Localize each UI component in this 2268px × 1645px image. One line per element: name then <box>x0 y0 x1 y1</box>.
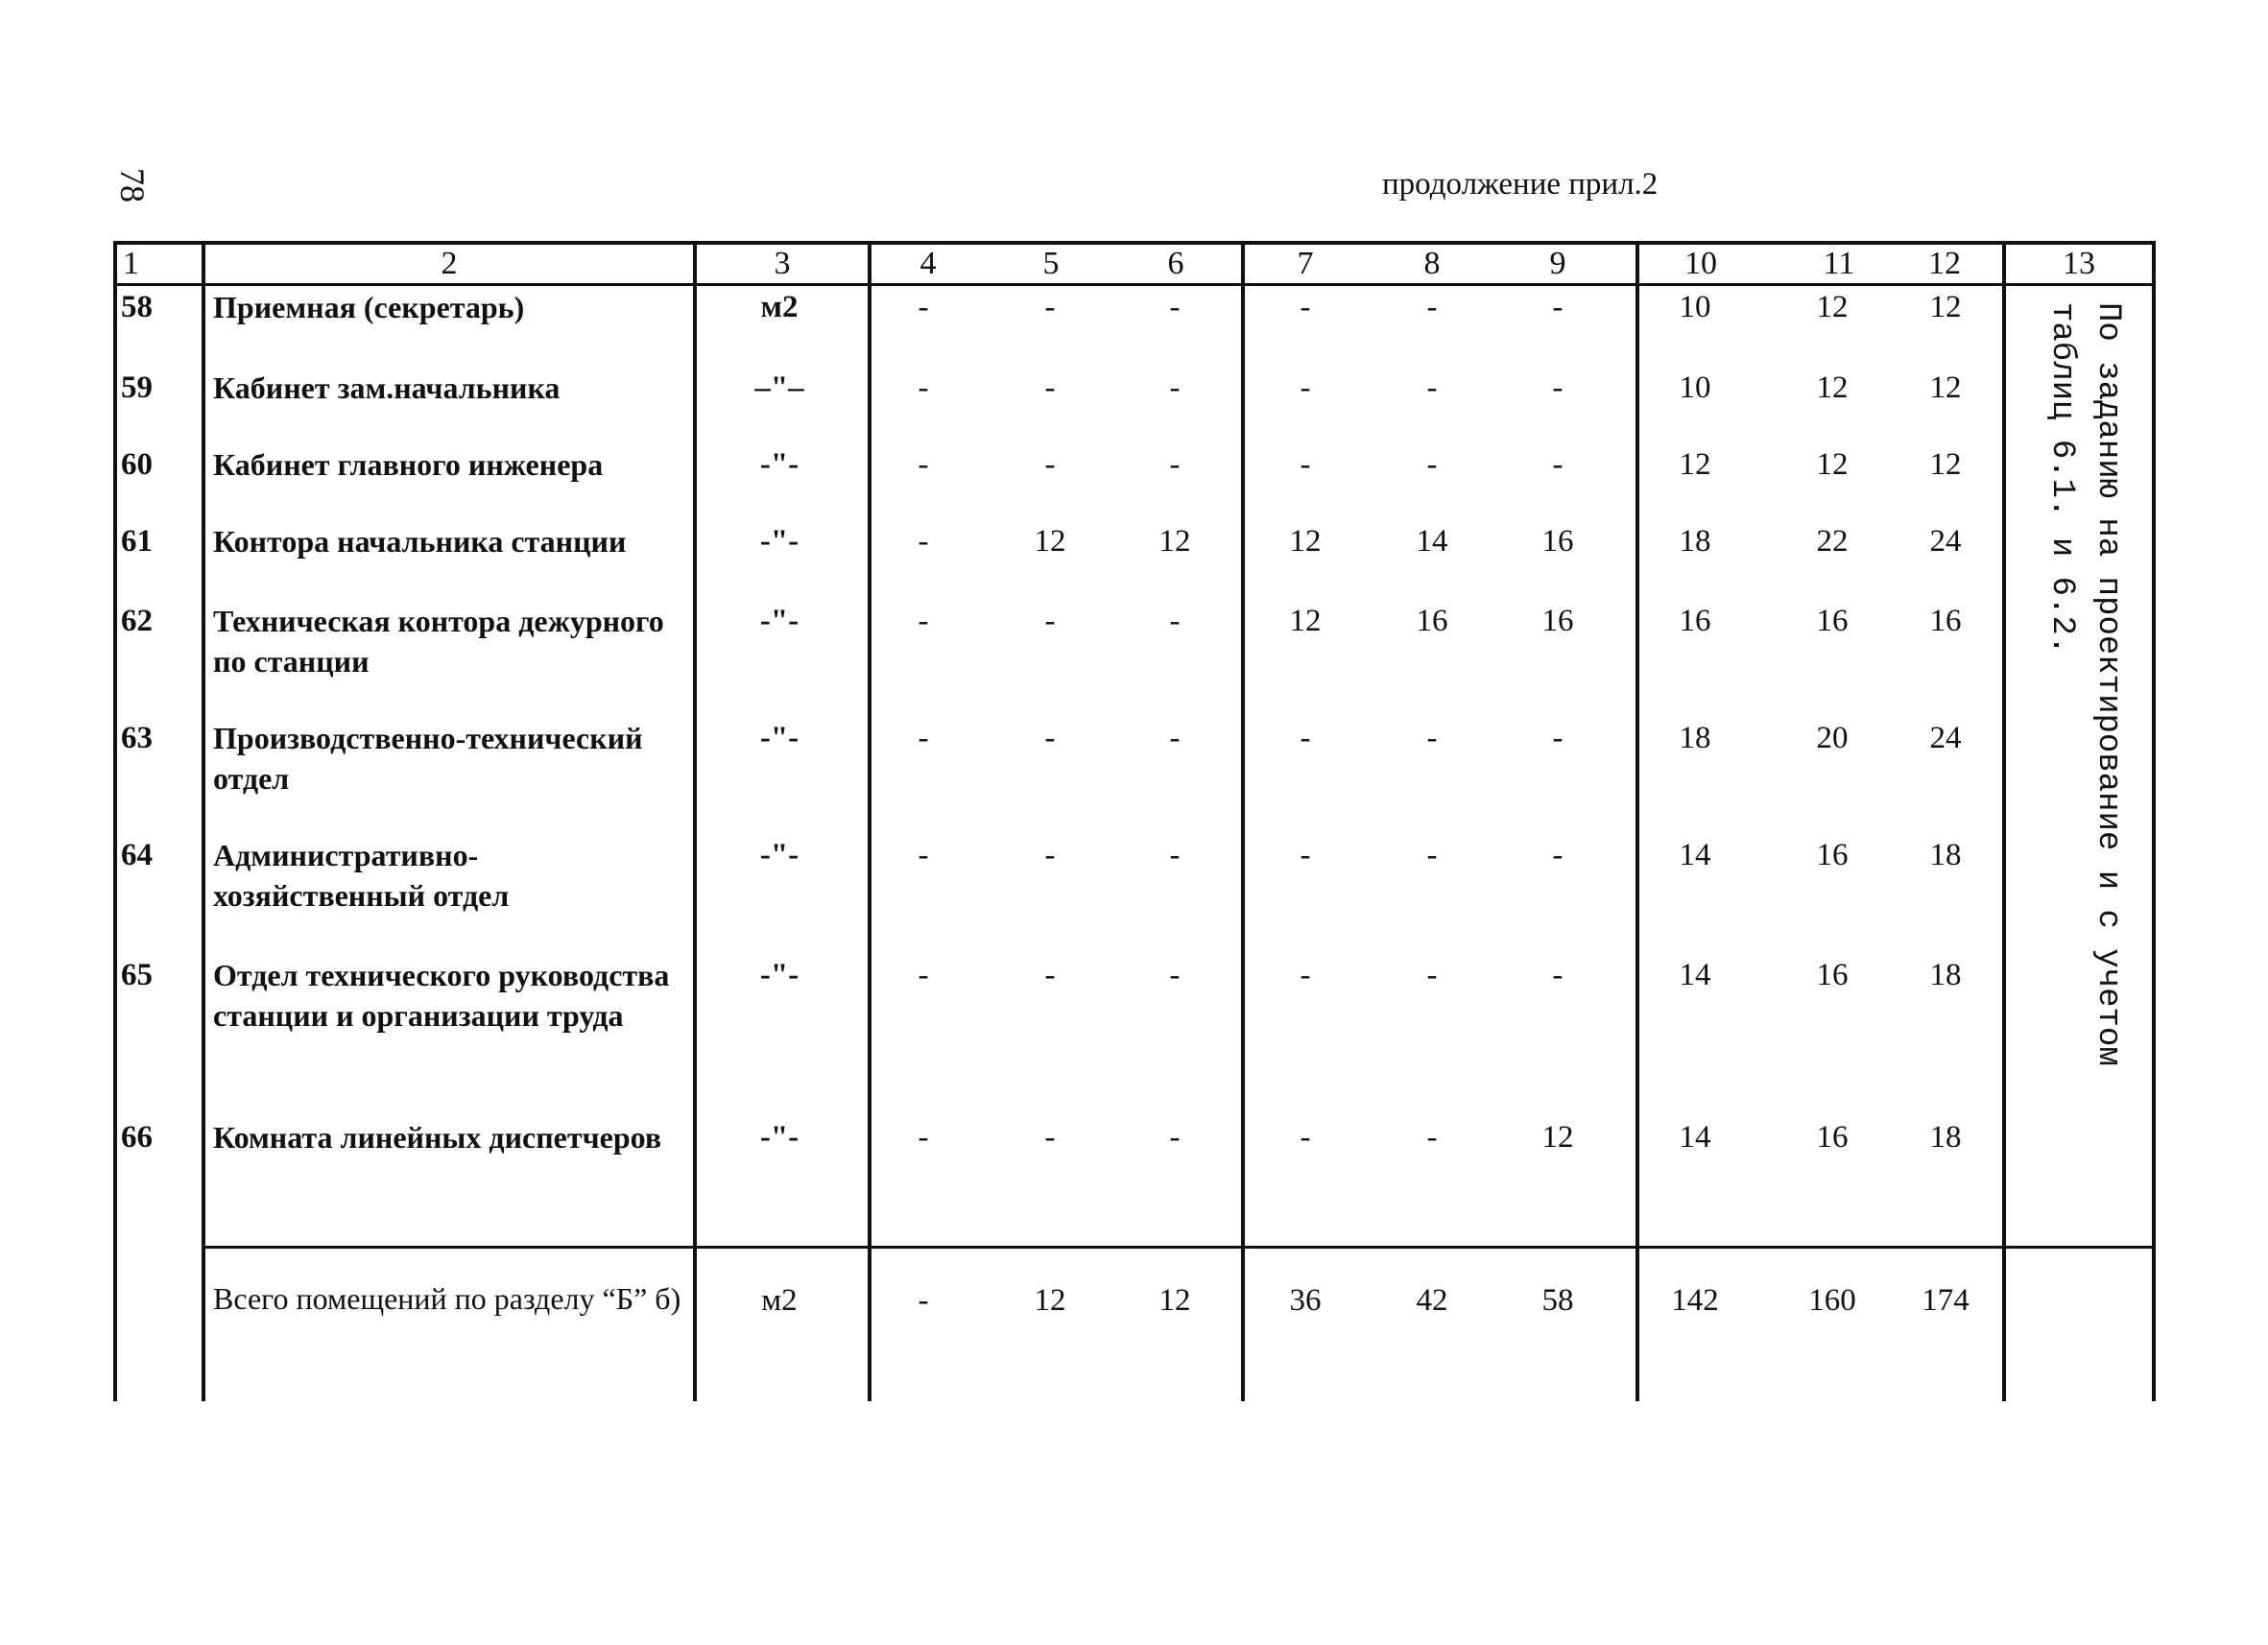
cell-col-5: - <box>1044 1120 1056 1155</box>
row-number: 62 <box>121 604 153 638</box>
header-col-10: 10 <box>1684 246 1717 281</box>
cell-col-7: - <box>1300 1120 1311 1155</box>
cell-col-12: 12 <box>1929 290 1962 324</box>
cell-col-4: - <box>918 958 929 992</box>
cell-col-6: - <box>1169 838 1181 872</box>
cell-col-5: - <box>1044 721 1056 755</box>
header-col-1: 1 <box>123 246 139 281</box>
row-number: 61 <box>121 524 153 559</box>
row-number: 65 <box>121 958 153 992</box>
header-col-7: 7 <box>1297 246 1314 281</box>
cell-col-5: - <box>1044 290 1056 324</box>
cell-col-12: 18 <box>1929 838 1962 872</box>
cell-col-7: 12 <box>1289 604 1322 638</box>
cell-col-7: - <box>1300 838 1311 872</box>
cell-col-6: - <box>1169 604 1181 638</box>
cell-col-9: - <box>1552 721 1564 755</box>
cell-col-11: 12 <box>1816 370 1849 405</box>
cell-col-11: 22 <box>1816 524 1849 559</box>
cell-col-10: 14 <box>1679 1120 1711 1155</box>
cell-col-9: - <box>1552 958 1564 992</box>
cell-col-5: - <box>1044 370 1056 405</box>
cell-col-8: - <box>1426 958 1438 992</box>
cell-col-6: - <box>1169 290 1181 324</box>
cell-col-12: 18 <box>1929 958 1962 992</box>
header-col-8: 8 <box>1423 246 1441 281</box>
cell-col-9: 16 <box>1541 604 1574 638</box>
row-name: Комната линейных диспетчеров <box>213 1120 662 1155</box>
total-col-6: 12 <box>1158 1283 1191 1318</box>
cell-col-10: 18 <box>1679 721 1711 755</box>
cell-col-12: 24 <box>1929 721 1962 755</box>
table-row <box>0 956 1962 1033</box>
header-col-9: 9 <box>1549 246 1566 281</box>
cell-col-12: 18 <box>1929 1120 1962 1155</box>
cell-col-6: - <box>1169 1120 1181 1155</box>
cell-unit: -"- <box>759 604 800 638</box>
total-col-10: 142 <box>1671 1283 1719 1318</box>
cell-col-12: 24 <box>1929 524 1962 559</box>
header-col-5: 5 <box>1042 246 1060 281</box>
total-top-border <box>202 1246 2156 1249</box>
cell-col-4: - <box>918 290 929 324</box>
cell-col-5: - <box>1044 958 1056 992</box>
row-name: Кабинет главного инженера <box>213 447 604 482</box>
cell-unit: -"- <box>759 1120 800 1155</box>
col-border-2-3 <box>693 241 697 1401</box>
row-name: Кабинет зам.начальника <box>213 370 561 405</box>
cell-col-7: - <box>1300 721 1311 755</box>
header-bottom-border <box>113 283 2156 286</box>
cell-col-4: - <box>918 721 929 755</box>
header-col-3: 3 <box>774 246 791 281</box>
cell-unit: м2 <box>760 290 799 324</box>
col-border-6-7 <box>1241 241 1245 1401</box>
cell-col-9: - <box>1552 838 1564 872</box>
cell-col-8: - <box>1426 721 1438 755</box>
column-13-note <box>2006 302 2131 1147</box>
total-col-7: 36 <box>1289 1283 1322 1318</box>
cell-col-9: 16 <box>1541 524 1574 559</box>
cell-col-12: 12 <box>1929 370 1962 405</box>
header-col-6: 6 <box>1167 246 1184 281</box>
cell-unit: -"- <box>759 721 800 755</box>
cell-col-4: - <box>918 838 929 872</box>
cell-col-10: 12 <box>1679 447 1711 482</box>
table-row <box>0 719 1962 796</box>
cell-col-6: - <box>1169 958 1181 992</box>
cell-col-6: - <box>1169 721 1181 755</box>
cell-col-4: - <box>918 447 929 482</box>
row-number: 64 <box>121 838 153 872</box>
cell-col-10: 18 <box>1679 524 1711 559</box>
table-row <box>0 522 1962 559</box>
cell-col-11: 12 <box>1816 290 1849 324</box>
row-number: 58 <box>121 290 153 324</box>
row-name: Техническая контора дежурного по станции <box>213 604 664 679</box>
cell-col-6: - <box>1169 447 1181 482</box>
row-number: 59 <box>121 370 153 405</box>
cell-col-7: - <box>1300 958 1311 992</box>
cell-col-7: - <box>1300 370 1311 405</box>
cell-col-8: - <box>1426 1120 1438 1155</box>
header-col-12: 12 <box>1928 246 1961 281</box>
page-number: 78 <box>113 168 152 203</box>
cell-col-8: - <box>1426 290 1438 324</box>
row-name: Приемная (секретарь) <box>213 290 525 324</box>
cell-unit: –"– <box>754 370 804 405</box>
row-name: Отдел технического руководства станции и организации труда <box>213 958 670 1033</box>
cell-col-10: 14 <box>1679 958 1711 992</box>
col-border-left <box>113 241 117 1401</box>
cell-col-11: 16 <box>1816 958 1849 992</box>
cell-col-11: 16 <box>1816 1120 1849 1155</box>
header-col-11: 11 <box>1823 246 1855 281</box>
row-number: 60 <box>121 447 153 482</box>
cell-col-8: - <box>1426 447 1438 482</box>
cell-col-10: 14 <box>1679 838 1711 872</box>
col-border-right <box>2152 241 2156 1401</box>
cell-col-10: 10 <box>1679 370 1711 405</box>
cell-unit: -"- <box>759 447 800 482</box>
cell-col-9: - <box>1552 370 1564 405</box>
cell-col-12: 16 <box>1929 604 1962 638</box>
total-col-8: 42 <box>1416 1283 1448 1318</box>
cell-col-8: 16 <box>1416 604 1448 638</box>
cell-col-6: 12 <box>1158 524 1191 559</box>
total-col-5: 12 <box>1034 1283 1066 1318</box>
cell-col-11: 20 <box>1816 721 1849 755</box>
row-number: 63 <box>121 721 153 755</box>
table-row <box>0 836 1962 913</box>
cell-col-4: - <box>918 604 929 638</box>
cell-unit: -"- <box>759 958 800 992</box>
cell-col-8: - <box>1426 370 1438 405</box>
header-col-4: 4 <box>919 246 937 281</box>
header-col-13: 13 <box>2063 246 2095 281</box>
cell-col-7: 12 <box>1289 524 1322 559</box>
total-col-12: 174 <box>1922 1283 1970 1318</box>
vertical-note-text: По заданию на проектирование и с учетом таблиц 6.1. и 6.2. <box>2043 302 2126 1066</box>
cell-col-11: 16 <box>1816 838 1849 872</box>
cell-col-4: - <box>918 370 929 405</box>
cell-unit: -"- <box>759 524 800 559</box>
total-col-4: - <box>918 1283 929 1318</box>
row-name: Административно-хозяйственный отдел <box>213 838 510 913</box>
continuation-label: продолжение прил.2 <box>1382 167 1659 202</box>
cell-col-8: - <box>1426 838 1438 872</box>
col-border-1-2 <box>202 241 205 1401</box>
col-border-9-10 <box>1635 241 1639 1401</box>
cell-col-5: - <box>1044 447 1056 482</box>
cell-col-7: - <box>1300 290 1311 324</box>
cell-col-12: 12 <box>1929 447 1962 482</box>
row-name: Производственно-технический отдел <box>213 721 643 796</box>
total-unit: м2 <box>761 1283 798 1318</box>
cell-col-7: - <box>1300 447 1311 482</box>
table-row <box>0 445 1962 482</box>
total-label: Всего помещений по разделу “Б” б) <box>213 1281 681 1316</box>
table-row <box>0 1118 1962 1155</box>
header-col-2: 2 <box>441 246 458 281</box>
table-row <box>0 602 1962 679</box>
cell-col-5: - <box>1044 604 1056 638</box>
cell-col-11: 16 <box>1816 604 1849 638</box>
cell-col-9: 12 <box>1541 1120 1574 1155</box>
cell-col-9: - <box>1552 447 1564 482</box>
col-border-3-4 <box>868 241 871 1401</box>
cell-col-11: 12 <box>1816 447 1849 482</box>
cell-col-8: 14 <box>1416 524 1448 559</box>
cell-col-5: - <box>1044 838 1056 872</box>
total-col-9: 58 <box>1541 1283 1574 1318</box>
table-row <box>0 288 1962 324</box>
row-name: Контора начальника станции <box>213 524 627 559</box>
cell-col-10: 16 <box>1679 604 1711 638</box>
table-row <box>0 369 1962 405</box>
cell-col-4: - <box>918 1120 929 1155</box>
total-col-11: 160 <box>1808 1283 1856 1318</box>
cell-col-9: - <box>1552 290 1564 324</box>
row-number: 66 <box>121 1120 153 1155</box>
cell-col-5: 12 <box>1034 524 1066 559</box>
cell-unit: -"- <box>759 838 800 872</box>
cell-col-4: - <box>918 524 929 559</box>
cell-col-10: 10 <box>1679 290 1711 324</box>
cell-col-6: - <box>1169 370 1181 405</box>
